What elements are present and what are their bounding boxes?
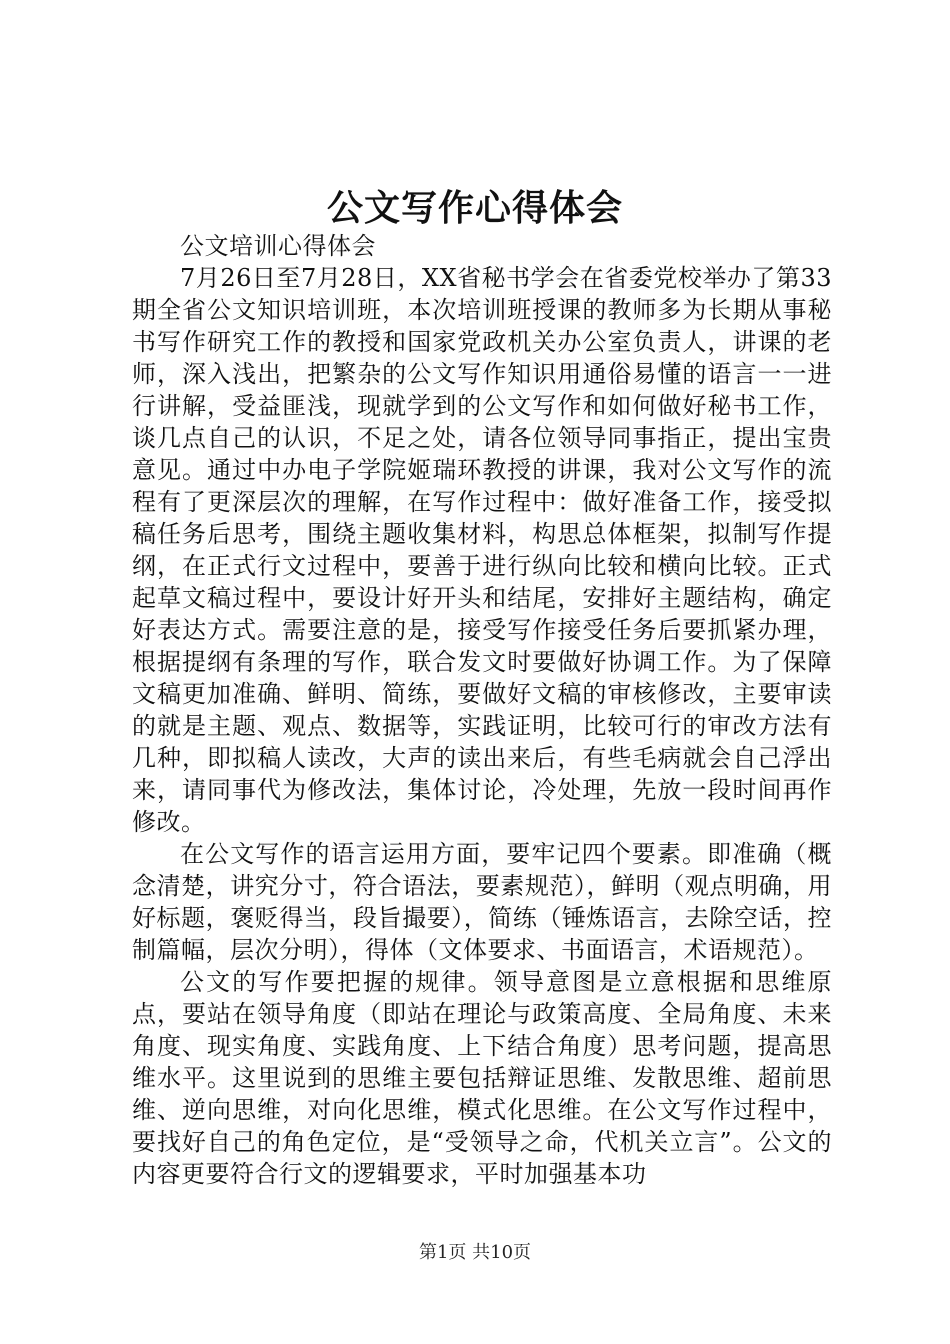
- body-paragraph-1: 7月26日至7月28日，XX省秘书学会在省委党校举办了第33期全省公文知识培训班，本次培训班授课的教师多为长期从事秘书写作研究工作的教授和国家党政机关办公室负责人，讲课的老师，深入浅出，把繁杂的公文写作知识用通俗易懂的语言一一进行讲解，受益匪浅，现就学到的公文写作和如何做好秘书工作，谈几点自己的认识，不足之处，请各位领导同事指正，提出宝贵意见。通过中办电子学院姬瑞环教授的讲课，我对公文写作的流程有了更深层次的理解，在写作过程中：做好准备工作，接受拟稿任务后思考，围绕主题收集材料，构思总体框架，拟制写作提纲，在正式行文过程中，要善于进行纵向比较和横向比较。正式起草文稿过程中，要设计好开头和结尾，安排好主题结构，确定好表达方式。需要注意的是，接受写作接受任务后要抓紧办理，根据提纲有条理的写作，联合发文时要做好协调工作。为了保障文稿更加准确、鲜明、简练，要做好文稿的审核修改，主要审读的就是主题、观点、数据等，实践证明，比较可行的审改方法有几种，即拟稿人读改，大声的读出来后，有些毛病就会自己浮出来，请同事代为修改法，集体讨论，冷处理，先放一段时间再作修改。: [132, 264, 832, 836]
- page-footer: 第1页 共10页: [418, 1242, 532, 1263]
- subtitle-paragraph: 公文培训心得体会: [180, 232, 376, 260]
- document-title: 公文写作心得体会: [326, 187, 623, 229]
- body-paragraph-2: 在公文写作的语言运用方面，要牢记四个要素。即准确（概念清楚，讲究分寸，符合语法，要素规范），鲜明（观点明确，用好标题，褒贬得当，段旨撮要），简练（锤炼语言，去除空话，控制篇幅，层次分明），得体（文体要求、书面语言，术语规范）。: [132, 840, 832, 964]
- document-body: [132, 230, 832, 1190]
- body-paragraph-3: 公文的写作要把握的规律。领导意图是立意根据和思维原点，要站在领导角度（即站在理论与政策高度、全局角度、未来角度、现实角度、实践角度、上下结合角度）思考问题，提高思维水平。这里说到的思维主要包括辩证思维、发散思维、超前思维、逆向思维，对向化思维，模式化思维。在公文写作过程中，要找好自己的角色定位，是“受领导之命，代机关立言”。公文的内容更要符合行文的逻辑要求，平时加强基本功: [132, 968, 832, 1188]
